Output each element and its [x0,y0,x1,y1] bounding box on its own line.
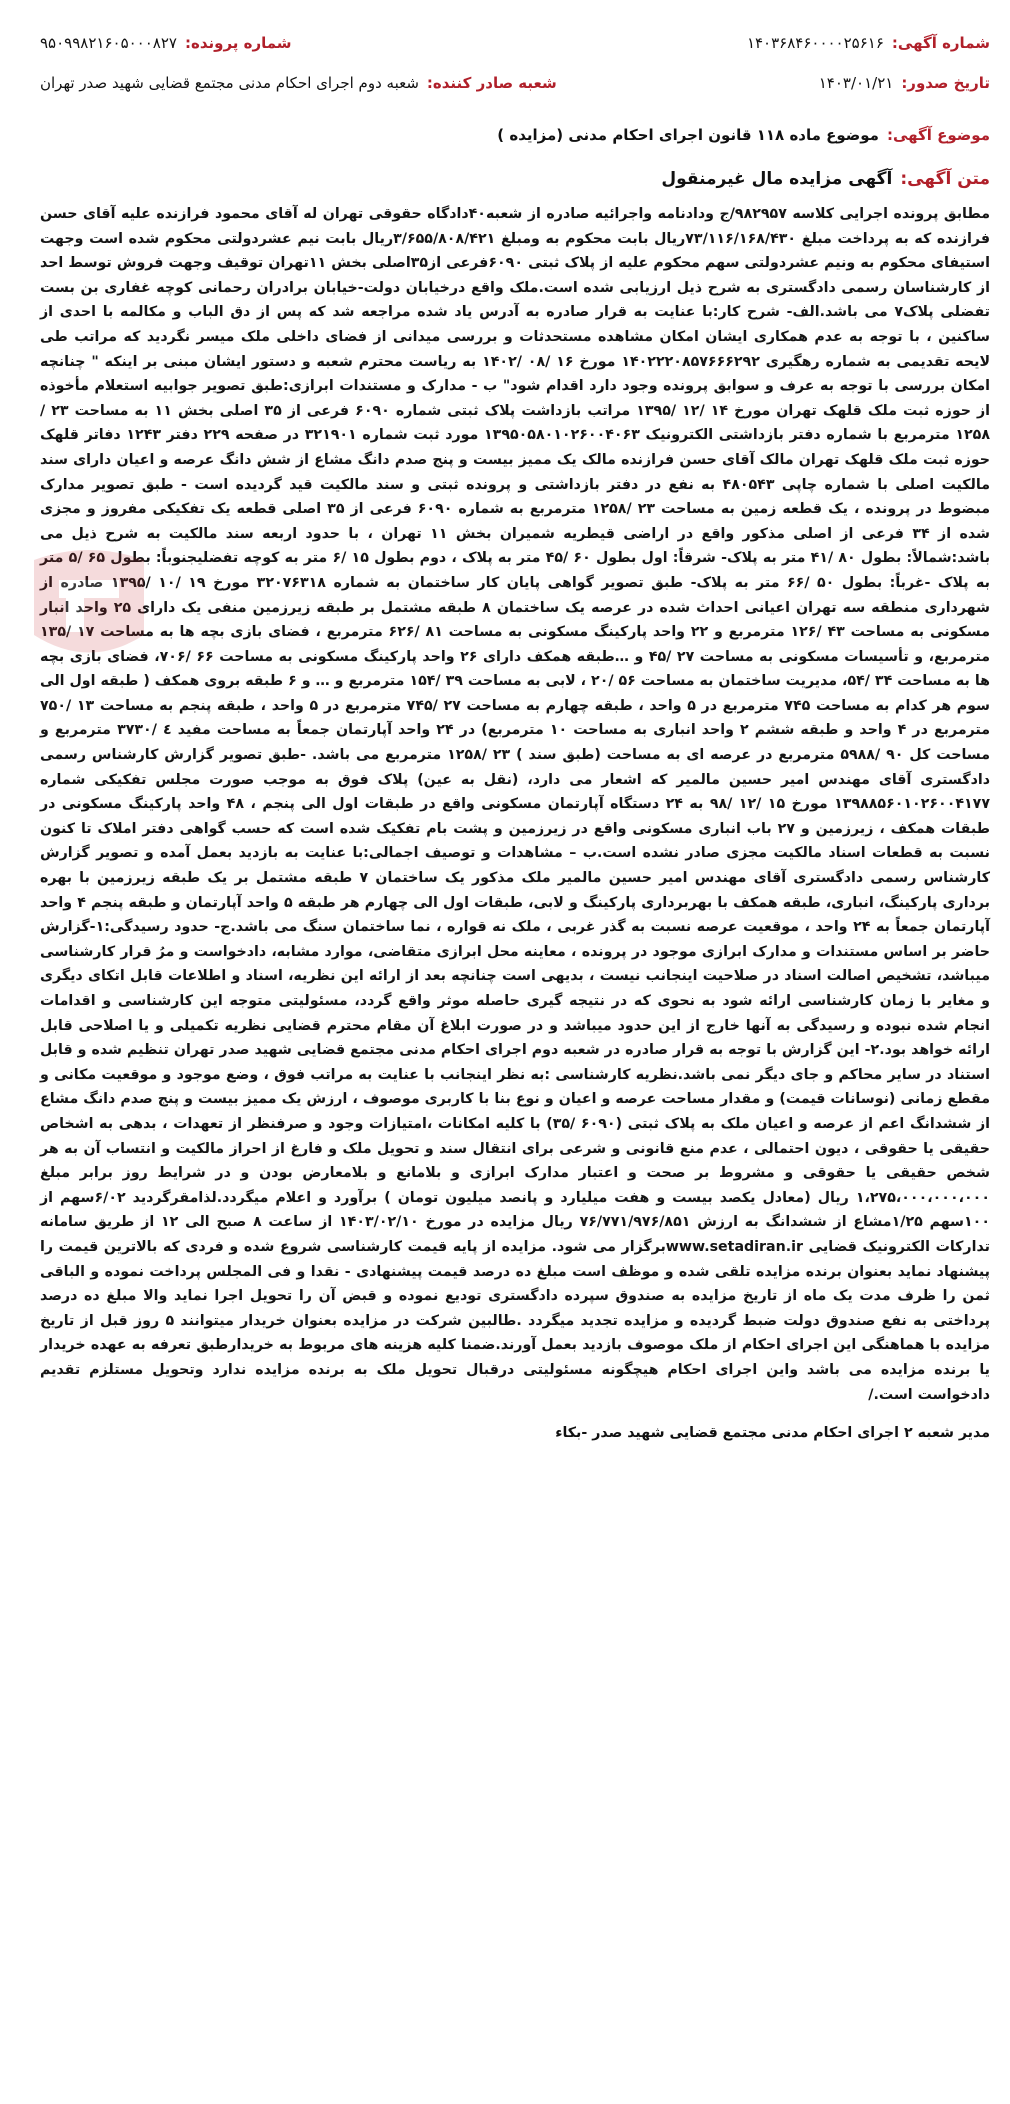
subject-value: موضوع ماده ۱۱۸ قانون اجرای احکام مدنی (مزایده ) [497,126,879,144]
issue-date-value: ۱۴۰۳/۰۱/۲۱ [818,74,894,92]
issue-date [819,68,990,98]
ad-number [747,28,990,58]
ad-number-value: ۱۴۰۳۶۸۴۶۰۰۰۰۲۵۶۱۶ [746,34,884,52]
file-number [40,28,292,58]
subject-line [40,120,990,150]
file-number-value: ۹۵۰۹۹۸۲۱۶۰۵۰۰۰۸۲۷ [40,34,177,52]
issuer-value: شعبه دوم اجرای احکام مدنی مجتمع قضایی شهید صدر تهران [40,74,419,92]
ad-text-label: متن آگهی: [900,169,990,189]
notice-body [40,202,990,1407]
subject-label: موضوع آگهی: [886,126,990,144]
ad-text-line [40,164,990,194]
signature: مدیر شعبه ۲ اجرای احکام مدنی مجتمع قضایی شهید صدر -بکاء [555,1425,990,1442]
body-paragraph: مطابق پرونده اجرایی کلاسه ۹۸۲۹۵۷/ج ودادنامه واجرائیه صادره از شعبه۴۰دادگاه حقوقی تهران له آقای محمود فرازنده علیه آقای حسن فرازنده که به پرداخت مبلغ ۷۳/۱۱۶/۱۶۸/۴۳۰ریال بابت محکوم به ومبلغ ۳/۶۵۵/۸۰۸/۴۲۱ریال بابت نیم عشردولتی محکوم شده است وجهت استیفای محکوم به ونیم عشردولتی سهم محکوم علیه از پلاک ثبتی ۶۰۹۰فرعی از۳۵اصلی بخش ۱۱تهران توقیف وجهت فروش توسط احد از کارشناسان رسمی دادگستری به شرح ذیل ارزیابی شده است.ملک واقع درخیابان دولت-خیابان برادران رحمانی کوچه غفاری بن بست تفضلی پلاک۷ می باشد.الف- شرح کار:با عنایت به قرار صادره به آدرس یاد شده مراجعه شد که پس از دق الباب و مکالمه با احدی از ساکنین ، با توجه به عدم همکاری ایشان امکان مشاهده مستحدثات و بررسی میدانی از فضای داخلی ملک میسر نگردید که مراتب طی لایحه تقدیمی به شماره رهگیری ۱۴۰۲۲۲۰۸۵۷۶۶۶۲۹۲ مورخ ۱۶ /۰۸ /۱۴۰۲ به ریاست محترم شعبه و دستور ایشان مبنی بر اینکه " چنانچه امکان بررسی با توجه به عرف و سوابق پرونده وجود دارد اقدام شود" ب - مدارک و مستندات ابرازی:طبق تصویر جوابیه استعلام مأخوذه از حوزه ثبت ملک قلهک تهران مورخ ۱۴ /۱۲ /۱۳۹۵ مراتب بازداشت پلاک ثبتی شماره ۶۰۹۰ فرعی از ۳۵ اصلی بخش ۱۱ به مساحت ۲۳ /۱۲۵۸ مترمربع با شماره دفتر بازداشتی الکترونیک ۱۳۹۵۰۵۸۰۱۰۲۶۰۰۴۰۶۳ مورد ثبت شماره ۳۲۱۹۰۱ در صفحه ۲۲۹ دفتر ۱۲۴۳ دفاتر قلهک حوزه ثبت ملک قلهک تهران مالک آقای حسن فرازنده مالک یک ممیز بیست و پنج صدم دانگ مشاع از شش دانگ عرصه و اعیان دارای سند مالکیت اصلی با شماره چاپی ۴۸۰۵۴۳ به نفع در دفتر بازداشتی و پرونده ثبتی و سند مالکیت قید گردیده است - طبق تصویر مدارک مبضوط در پرونده ، یک قطعه زمین به مساحت ۲۳ /۱۲۵۸ مترمربع به شماره ۶۰۹۰ فرعی از ۳۵ اصلی قطعه یک تفکیکی مفروز و مجزی شده از ۳۴ فرعی از اصلی مذکور واقع در اراضی قیطریه شمیران بخش ۱۱ تهران ، با حدود اربعه سند مالکیت به شرح ذیل می باشد:شمالاً: بطول ۸۰ /۴۱ متر به پلاک- شرقاً: اول بطول ۶۰ /۴۵ متر به پلاک ، دوم بطول ۱۵ /۶ متر به کوچه تفضلیجنوباً: بطول ۶۵ /۵ متر به پلاک -غرباً: بطول ۵۰ /۶۶ متر به پلاک- طبق تصویر گواهی پایان کار ساختمان به شماره ۳۲۰۷۶۳۱۸ مورخ ۱۹ /۱۰ /۱۳۹۵ صادره از شهرداری منطقه سه تهران اعیانی احداث شده در عرصه یک ساختمان ۸ طبقه مشتمل بر طبقه زیرزمین منفی یک دارای ۲۵ واحد انبار مسکونی به مساحت ۴۳ /۱۲۶ مترمربع و ۲۲ واحد پارکینگ مسکونی به مساحت ۸۱ /۶۲۶ مترمربع ، فضای بازی بچه ها به مساحت ۱۷ /۱۳۵ مترمربع، و تأسیسات مسکونی به مساحت ۲۷ /۴۵ و …طبقه همکف دارای ۲۶ واحد پارکینگ مسکونی به مساحت ۶۶ /۷۰۶، فضای بازی بچه ها به مساحت ۳۴ /۵۴، مدیریت ساختمان به مساحت ۵۶ /۲۰ ، لابی به مساحت ۳۹ /۱۵۴ مترمربع و … و ۶ طبقه بروی همکف ( طبقه اول الی سوم هر کدام به مساحت ۷۴۵ مترمربع در ۵ واحد ، طبقه چهارم به مساحت ۲۷ /۷۴۵ مترمربع در ۵ واحد ، طبقه پنجم به مساحت ۱۳ /۷۵۰ مترمربع در ۴ واحد و طبقه ششم ۲ واحد انباری به مساحت ۱۰ مترمربع) در ۲۴ واحد آپارتمان جمعاً به مساحت مفید ٤ /۳۷۳۰ مترمربع و مساحت کل ۹۰ /۵۹۸۸ مترمربع در عرصه ای به مساحت (طبق سند ) ۲۳ /۱۲۵۸ مترمربع می باشد. -طبق تصویر گزارش کارشناس رسمی دادگستری آقای مهندس امیر حسین مالمیر که اشعار می دارد، (نقل به عین) پلاک فوق به موجب صورت مجلس تفکیکی شماره ۱۳۹۸۸۵۶۰۱۰۲۶۰۰۴۱۷۷ مورخ ۱۵ /۱۲ /۹۸ به ۲۴ دستگاه آپارتمان مسکونی واقع در طبقات اول الی پنجم ، ۴۸ واحد پارکینگ مسکونی در طبقات همکف ، زیرزمین و ۲۷ باب انباری مسکونی واقع در زیرزمین و پشت بام تفکیک شده است که حسب گواهی دفتر املاک تا کنون نسبت به قطعات اسناد مالکیت مجزی صادر نشده است.ب – مشاهدات و توصیف اجمالی:با عنایت به بازدید بعمل آمده و تصویر گزارش کارشناس رسمی دادگستری آقای مهندس امیر حسین مالمیر ملک مذکور یک ساختمان ۷ طبقه مشتمل بر یک طبقه زیرزمین با بهره برداری پارکینگ، انباری، طبقه همکف با بهربرداری پارکینگ و لابی، طبقات اول الی چهارم هر طبقه ۵ واحد آپارتمان و طبقه پنجم ۴ واحد آپارتمان جمعاً به ۲۴ واحد ، موقعیت عرصه نسبت به گذر غربی ، ملک نه قواره ، نما ساختمان سنگ می باشد.ج- حدود رسیدگی:۱-گزارش حاضر بر اساس مستندات و مدارک ابرازی موجود در پرونده ، معاینه محل ابرازی متقاضی، موارد مشابه، دادخواست و مرُ قرار کارشناسی میباشد، تشخیص اصالت اسناد در صلاحیت اینجانب نیست ، بدیهی است چنانچه بعد از ارائه این نظریه، اسناد و اطلاعات قابل اتکای دیگری و مغایر با زمان کارشناسی ارائه شود به نحوی که در نتیجه گیری حاصله موثر واقع گردد، مسئولیتی متوجه این کارشناسی و اقدامات انجام شده نبوده و رسیدگی به آنها خارج از این حدود میباشد و در صورت ابلاغ آن مقام محترم قضایی نظریه تکمیلی و یا اصلاحی قابل ارائه خواهد بود.۲- این گزارش با توجه به قرار صادره در شعبه دوم اجرای احکام مدنی مجتمع قضایی شهید صدر تهران تنظیم شده و قابل استناد در سایر محاکم و جای دیگر نمی باشد.نظریه کارشناسی :به نظر اینجانب با عنایت به مراتب فوق ، وضع موجود و موقعیت مکانی و مقطع زمانی (نوسانات قیمت) و مقدار مساحت عرصه و اعیان و نوع بنا با کاربری موصوف ، ارزش یک ممیز بیست و پنج صدم دانگ مشاع از ششدانگ اعم از عرصه و اعیان ملک به پلاک ثبتی (۶۰۹۰ /۳۵) با کلیه امکانات ،امتیازات وجود و صرفنظر از تعهدات ، بدهی به اشخاص حقیقی یا حقوقی ، دیون احتمالی ، عدم منع قانونی و شرعی برای انتقال سند و تحویل ملک و فارغ از احراز مالکیت و انتساب آن به هر شخص حقیقی یا حقوقی و مشروط بر صحت و اعتبار مدارک ابرازی و بلامانع و بلامعارض بودن و در شرایط روز برابر مبلغ ۱،۲۷۵،۰۰۰،۰۰۰،۰۰۰ ریال (معادل یکصد بیست و هفت میلیارد و پانصد میلیون تومان ) برآورد و اعلام میگردد.لذامقرگردید ۶/۰۲سهم از ۱۰۰سهم ۱/۲۵مشاع از ششدانگ به ارزش ۷۶/۷۷۱/۹۷۶/۸۵۱ ریال مزایده در مورخ ۱۴۰۳/۰۲/۱۰ از ساعت ۸ صبح الی ۱۲ از طریق سامانه تدارکات الکترونیک قضایی www.setadiran.irبرگزار می شود. مزایده از پایه قیمت کارشناسی شروع شده و فردی که بالاترین قیمت را پیشنهاد نماید بعنوان برنده مزایده تلقی شده و موظف است مبلغ ده درصد قیمت پیشنهادی - نقدا و فی المجلس پرداخت نموده و الباقی ثمن را ظرف مدت یک ماه از تاریخ مزایده به صندوق سپرده دادگستری تودیع نموده و قبض آن را تحویل اجرا نماید والا مبلغ ده درصد پرداختی به نفع صندوق دولت ضبط گردیده و مزایده تجدید میگردد .طالبین شرکت در مزایده بعنوان خریدار میتوانند ۵ روز قبل از تاریخ مزایده با هماهنگی این اجرای احکام از ملک موصوف بازدید بعمل آورند.ضمنا کلیه هزینه های مربوط به خریدارطبق تعرفه به عهده خریدار یا برنده مزایده می باشد واین اجرای احکام هیچگونه مسئولیتی درقبال تحویل ملک به برنده مزایده ندارد وتحویل مستلزم تقدیم دادخواست است./ [40,206,991,1403]
header-row-2 [40,68,990,98]
notice-document [40,28,990,1445]
ad-title: آگهی مزایده مال غیرمنقول [661,169,893,189]
issuer-label: شعبه صادر کننده: [426,74,557,92]
issue-date-label: تاریخ صدور: [901,74,990,92]
ad-number-label: شماره آگهی: [891,34,990,52]
header-row-1 [40,28,990,58]
issuer [40,68,557,98]
file-number-label: شماره پرونده: [184,34,292,52]
